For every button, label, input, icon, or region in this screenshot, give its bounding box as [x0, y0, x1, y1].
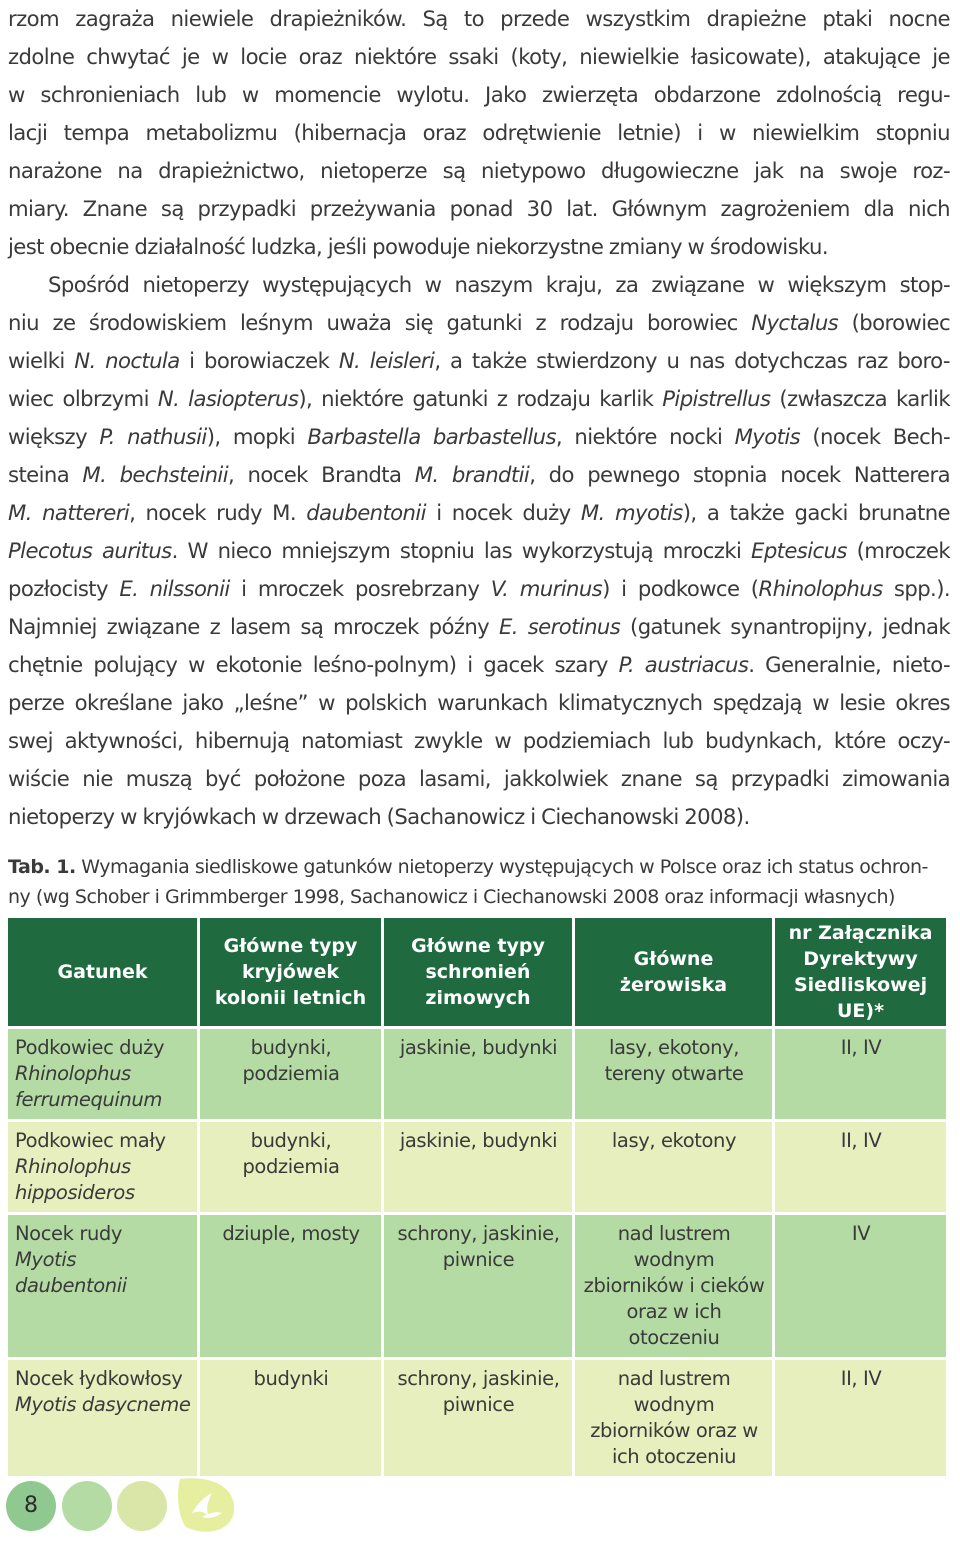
decorative-circle [62, 1481, 112, 1531]
text-line: Plecotus auritus. W nieco mniejszym stopniu las wykorzystują mroczki Eptesicus (mroczek [8, 538, 950, 563]
table-header-row [8, 918, 946, 1026]
summer-cell: dziuple, mosty [200, 1215, 381, 1357]
feeding-cell: lasy, ekotony [575, 1122, 772, 1212]
caption-text: Wymagania siedliskowe gatunków nietoperzy występujących w Polsce oraz ich status ochron- [75, 856, 928, 878]
text-line: wiście nie muszą być położone poza lasami, jakkolwiek znane są przypadki zimowania [8, 766, 950, 791]
text-line: lacji tempa metabolizmu (hibernacja oraz odrętwienie letnie) i w niewielkim stopniu [8, 120, 950, 145]
header-feeding-grounds: Główne żerowiska [575, 918, 772, 1026]
text-line: wielki N. noctula i borowiaczek N. leisleri, a także stwierdzony u nas dotychczas raz boro- [8, 348, 950, 373]
text-line: pozłocisty E. nilssonii i mroczek posrebrzany V. murinus) i podkowce (Rhinolophus spp.). [8, 576, 950, 601]
annex-cell: II, IV [775, 1360, 946, 1476]
text-line: w schronieniach lub w momencie wylotu. Jako zwierzęta obdarzone zdolnością regu- [8, 82, 950, 107]
species-cell: Podkowiec mały Rhinolophus hipposideros [8, 1122, 197, 1212]
winter-cell: schrony, jaskinie, piwnice [384, 1360, 572, 1476]
annex-cell: IV [775, 1215, 946, 1357]
caption-label: Tab. 1. [8, 856, 76, 878]
text-line: narażone na drapieżnictwo, nietoperze są nietypowo długowieczne jak na swoje roz- [8, 158, 950, 183]
header-summer-roosts: Główne typy kryjówek kolonii letnich [200, 918, 381, 1026]
paragraph-1 [8, 0, 950, 266]
page-body [8, 0, 951, 1468]
text-line: miary. Znane są przypadki przeżywania ponad 30 lat. Głównym zagrożeniem dla nich [8, 196, 950, 221]
text-line: rzom zagraża niewiele drapieżników. Są to przede wszystkim drapieżne ptaki nocne [8, 6, 950, 31]
text-line: nietoperzy w kryjówkach w drzewach (Sachanowicz i Ciechanowski 2008). [8, 804, 750, 829]
annex-cell: II, IV [775, 1029, 946, 1119]
text-line: zdolne chwytać je w locie oraz niektóre ssaki (koty, niewielkie łasicowate), atakujące je [8, 44, 950, 69]
text-line: Najmniej związane z lasem są mroczek późny E. serotinus (gatunek synantropijny, jednak [8, 614, 951, 639]
table-row [8, 1360, 946, 1476]
caption-text-continued: ny (wg Schober i Grimmberger 1998, Sachanowicz i Ciechanowski 2008 oraz informacji własnych) [8, 886, 895, 908]
summer-cell: budynki [200, 1360, 381, 1476]
text-line: M. nattereri, nocek rudy M. daubentonii i nocek duży M. myotis), a także gacki brunatne [8, 500, 950, 525]
summer-cell: budynki, podziemia [200, 1122, 381, 1212]
species-cell: Nocek łydkowłosy Myotis dasycneme [8, 1360, 197, 1476]
text-line: jest obecnie działalność ludzka, jeśli powoduje niekorzystne zmiany w środowisku. [8, 234, 829, 259]
winter-cell: jaskinie, budynki [384, 1122, 572, 1212]
annex-cell: II, IV [775, 1122, 946, 1212]
feeding-cell: nad lustrem wodnym zbiorników i cieków oraz w ich otoczeniu [575, 1215, 772, 1357]
text-line: niu ze środowiskiem leśnym uważa się gatunki z rodzaju borowiec Nyctalus (borowiec [8, 310, 950, 335]
winter-cell: jaskinie, budynki [384, 1029, 572, 1119]
text-line: chętnie polujący w ekotonie leśno-polnym) i gacek szary P. austriacus. Generalnie, nieto- [8, 652, 950, 677]
winter-cell: schrony, jaskinie, piwnice [384, 1215, 572, 1357]
table-row [8, 1215, 946, 1357]
text-line: swej aktywności, hibernują natomiast zwykle w podziemiach lub budynkach, które oczy- [8, 728, 950, 753]
text-line: Spośród nietoperzy występujących w naszym kraju, za związane w większym stop- [48, 272, 950, 297]
table-row [8, 1122, 946, 1212]
feeding-cell: lasy, ekotony, tereny otwarte [575, 1029, 772, 1119]
species-cell: Nocek rudy Myotis daubentonii [8, 1215, 197, 1357]
paragraph-2 [8, 266, 950, 836]
text-line: większy P. nathusii), mopki Barbastella barbastellus, niektóre nocki Myotis (nocek Bech- [8, 424, 951, 449]
summer-cell: budynki, podziemia [200, 1029, 381, 1119]
text-line: perze określane jako „leśne” w polskich warunkach klimatycznych spędzają w lesie okres [8, 690, 950, 715]
text-line: wiec olbrzymi N. lasiopterus), niektóre gatunki z rodzaju karlik Pipistrellus (zwłaszcza karlik [8, 386, 950, 411]
header-species: Gatunek [8, 918, 197, 1026]
species-cell: Podkowiec duży Rhinolophus ferrumequinum [8, 1029, 197, 1119]
header-winter-shelters: Główne typy schronień zimowych [384, 918, 572, 1026]
bird-logo-icon [172, 1473, 238, 1539]
table-caption [8, 852, 950, 912]
habitat-table [5, 915, 949, 1479]
text-line: steina M. bechsteinii, nocek Brandta M. brandtii, do pewnego stopnia nocek Natterera [8, 462, 950, 487]
decorative-circle [117, 1481, 167, 1531]
feeding-cell: nad lustrem wodnym zbiorników oraz w ich otoczeniu [575, 1360, 772, 1476]
page-number: 8 [6, 1481, 56, 1531]
table-row [8, 1029, 946, 1119]
header-annex-number: nr Załącznika Dyrektywy Siedliskowej UE)* [775, 918, 946, 1026]
